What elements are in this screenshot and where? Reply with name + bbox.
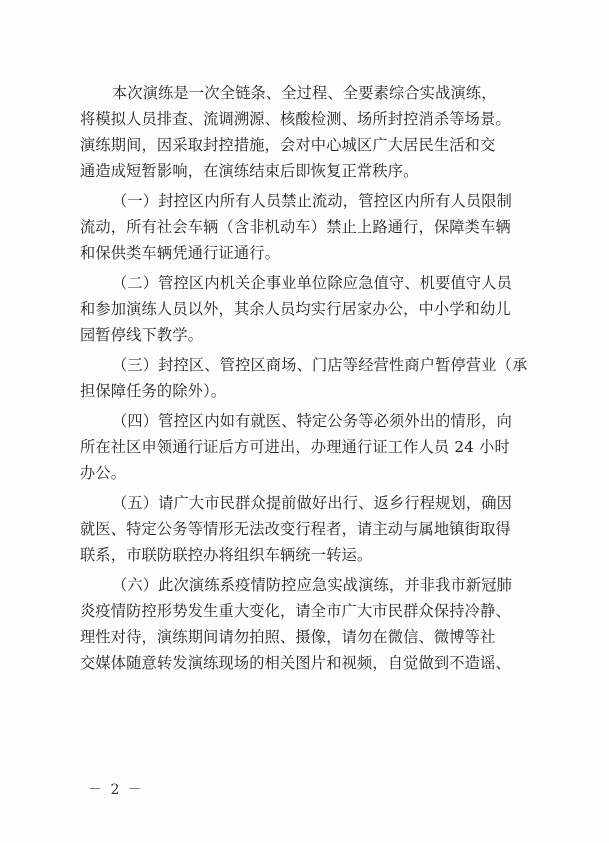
text-line: 所在社区申领通行证后方可进出，办理通行证工作人员 24 小时 [80, 438, 510, 456]
paragraph-item-5 [80, 490, 533, 568]
text-line: 将模拟人员排查、流调溯源、核酸检测、场所封控消杀等场景。 [80, 110, 511, 128]
text-line: 通造成短暂影响，在演练结束后即恢复正常秩序。 [80, 162, 419, 180]
text-line: （四）管控区内如有就医、特定公务等必须外出的情形，向 [112, 412, 513, 430]
body-text [80, 80, 533, 680]
text-line: （六）此次演练系疫情防控应急实战演练，并非我市新冠肺 [112, 576, 513, 594]
text-line: （三）封控区、管控区商场、门店等经营性商户暂停营业（承 [112, 356, 528, 374]
text-line: （二）管控区内机关企事业单位除应急值守、机要值守人员 [112, 274, 513, 292]
text-line: 本次演练是一次全链条、全过程、全要素综合实战演练， [112, 84, 497, 102]
paragraph-item-4 [80, 408, 533, 486]
text-line: 联系，市联防联控办将组织车辆统一转运。 [80, 546, 373, 564]
paragraph-item-6 [80, 572, 533, 676]
text-line: 理性对待，演练期间请勿拍照、摄像，请勿在微信、微博等社 [80, 628, 496, 646]
text-line: 就医、特定公务等情形无法改变行程者，请主动与属地镇街取得 [80, 520, 511, 538]
text-line: 和保供类车辆凭通行证通行。 [80, 244, 281, 262]
text-line: （五）请广大市民群众提前做好出行、返乡行程规划，确因 [112, 494, 513, 512]
paragraph-item-1 [80, 188, 533, 266]
text-line: 演练期间，因采取封控措施，会对中心城区广大居民生活和交 [80, 136, 496, 154]
text-line: 园暂停线下教学。 [80, 326, 204, 344]
text-line: 交媒体随意转发演练现场的相关图片和视频，自觉做到不造谣、 [80, 654, 511, 672]
text-line: 办公。 [80, 464, 127, 482]
paragraph-item-3 [80, 352, 533, 404]
text-line: （一）封控区内所有人员禁止流动，管控区内所有人员限制 [112, 192, 513, 210]
text-line: 流动，所有社会车辆（含非机动车）禁止上路通行，保障类车辆 [80, 218, 511, 236]
paragraph-intro [80, 80, 533, 184]
text-line: 炎疫情防控形势发生重大变化，请全市广大市民群众保持冷静、 [80, 602, 511, 620]
paragraph-item-2 [80, 270, 533, 348]
page-number: － 2 － [88, 782, 144, 798]
text-line: 担保障任务的除外）。 [80, 382, 227, 400]
text-line: 和参加演练人员以外，其余人员均实行居家办公，中小学和幼儿 [80, 300, 511, 318]
